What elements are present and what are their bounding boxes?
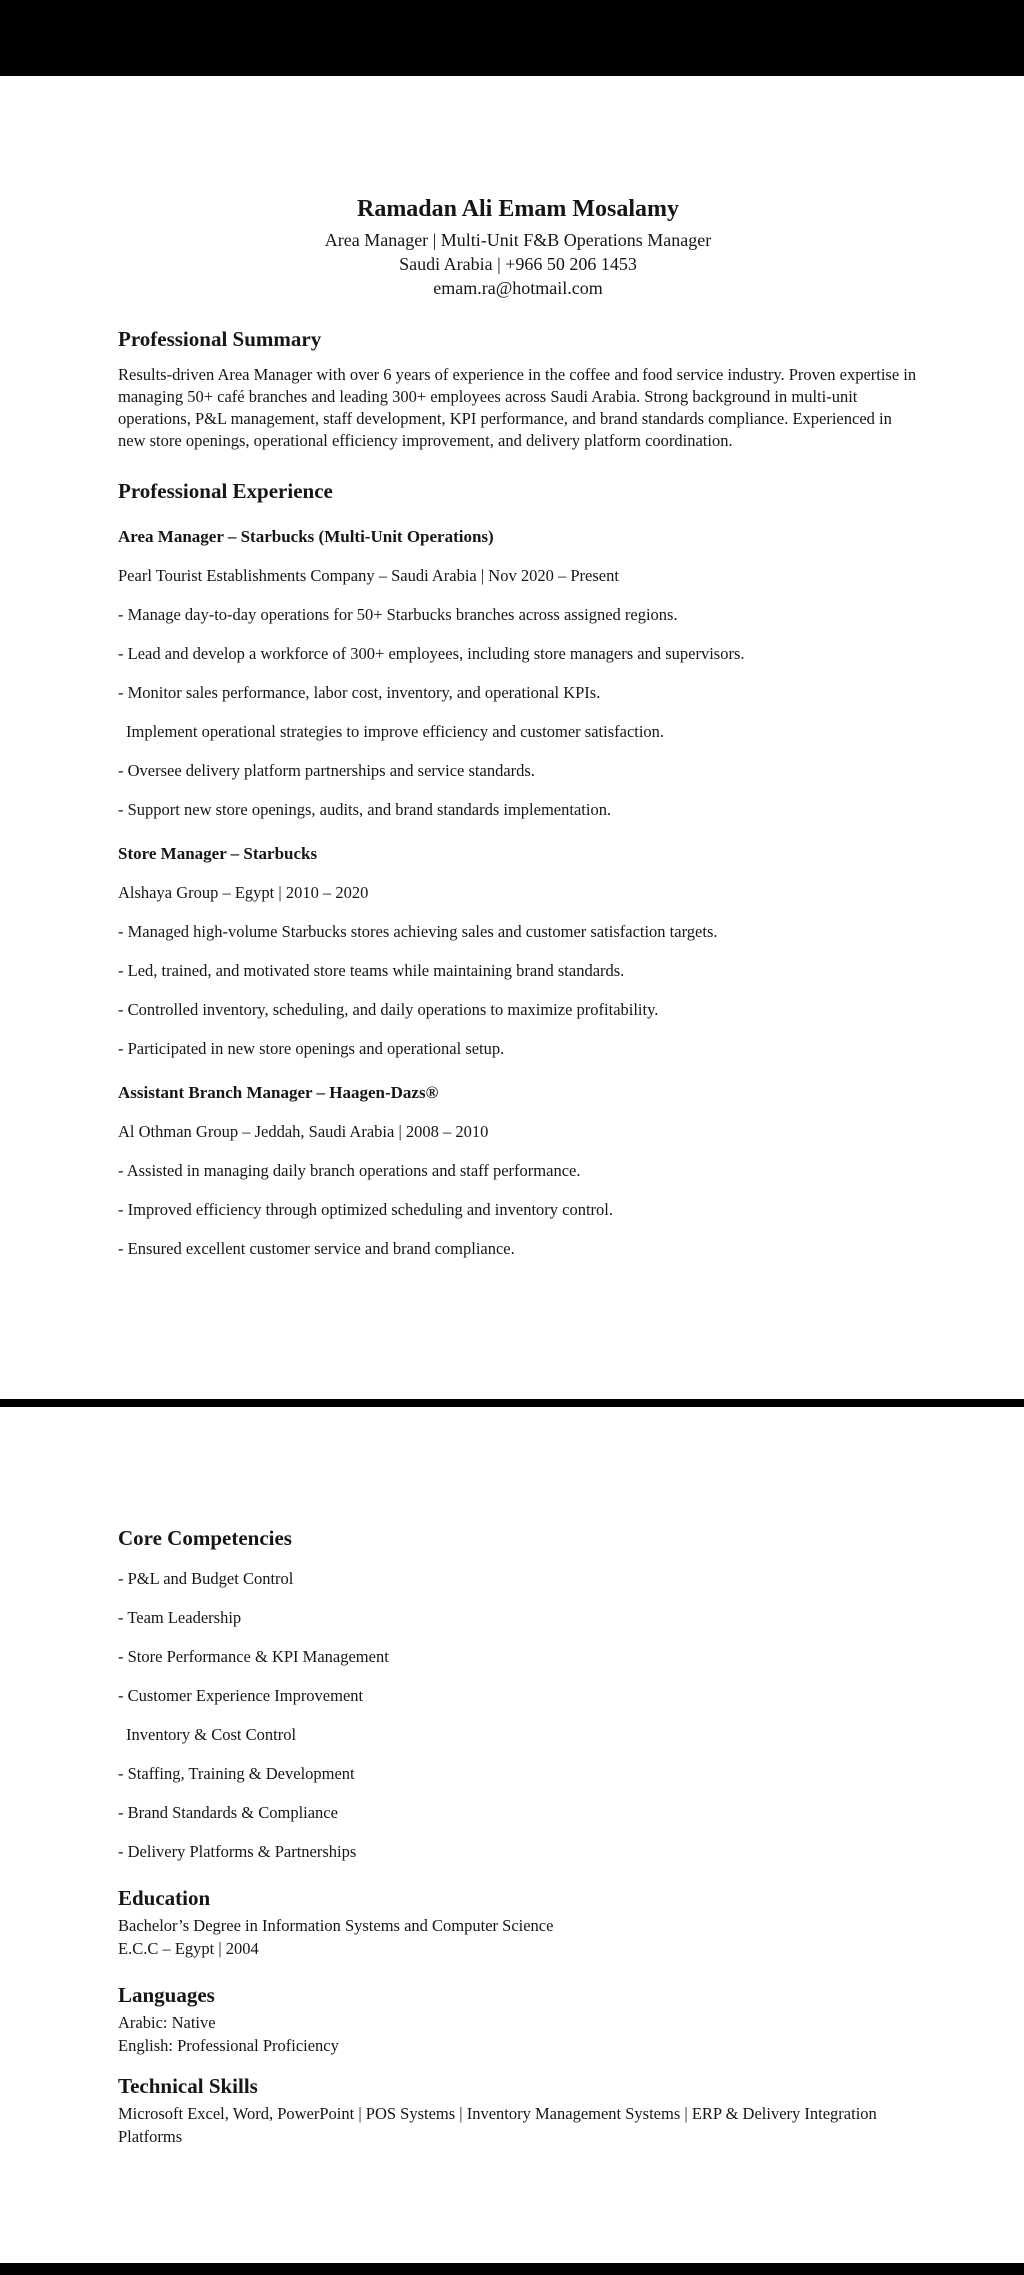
language-item: Arabic: Native	[118, 2013, 216, 2032]
competency-item: - P&L and Budget Control	[118, 1569, 294, 1588]
candidate-email: emam.ra@hotmail.com	[433, 278, 603, 298]
education-school-line: E.C.C – Egypt | 2004	[118, 1939, 259, 1958]
education-degree: Bachelor’s Degree in Information Systems and Computer Science	[118, 1916, 554, 1935]
job1-bullet: - Lead and develop a workforce of 300+ employees, including store managers and supervisors.	[118, 644, 745, 663]
viewer-bottom-chrome-bar	[0, 2263, 1024, 2275]
job1-bullet: - Oversee delivery platform partnerships and service standards.	[118, 761, 535, 780]
technical-skills-text: Microsoft Excel, Word, PowerPoint | POS Systems | Inventory Management Systems | ERP & Delivery Integration Platforms	[118, 2104, 877, 2146]
competency-item: - Store Performance & KPI Management	[118, 1647, 389, 1666]
job2-bullet: - Led, trained, and motivated store teams while maintaining brand standards.	[118, 961, 625, 980]
competencies-section-heading: Core Competencies	[118, 1526, 292, 1550]
job1-bullet: Implement operational strategies to improve efficiency and customer satisfaction.	[126, 722, 665, 741]
job1-bullet: - Manage day-to-day operations for 50+ Starbucks branches across assigned regions.	[118, 605, 678, 624]
competency-item: - Delivery Platforms & Partnerships	[118, 1842, 357, 1861]
competency-item: - Customer Experience Improvement	[118, 1686, 364, 1705]
technical-skills-section-heading: Technical Skills	[118, 2074, 258, 2098]
job3-company-line: Al Othman Group – Jeddah, Saudi Arabia | 2008 – 2010	[118, 1122, 489, 1141]
job1-bullet: - Monitor sales performance, labor cost, inventory, and operational KPIs.	[118, 683, 601, 702]
experience-section-heading: Professional Experience	[118, 479, 333, 503]
job2-title: Store Manager – Starbucks	[118, 844, 318, 863]
competency-item: - Brand Standards & Compliance	[118, 1803, 338, 1822]
summary-section-heading: Professional Summary	[118, 327, 322, 351]
job2-bullet: - Managed high-volume Starbucks stores achieving sales and customer satisfaction targets.	[118, 922, 718, 941]
job3-bullet: - Improved efficiency through optimized scheduling and inventory control.	[118, 1200, 614, 1219]
candidate-name: Ramadan Ali Emam Mosalamy	[356, 196, 679, 222]
competency-item: Inventory & Cost Control	[126, 1725, 297, 1744]
education-section-heading: Education	[118, 1886, 211, 1910]
job1-bullet: - Support new store openings, audits, and brand standards implementation.	[118, 800, 612, 819]
job2-company-line: Alshaya Group – Egypt | 2010 – 2020	[118, 883, 369, 902]
job1-company-line: Pearl Tourist Establishments Company – Saudi Arabia | Nov 2020 – Present	[118, 566, 619, 585]
viewer-top-chrome-bar	[0, 0, 1024, 76]
job1-title: Area Manager – Starbucks (Multi-Unit Operations)	[118, 527, 494, 546]
job2-bullet: - Participated in new store openings and operational setup.	[118, 1039, 505, 1058]
competency-item: - Staffing, Training & Development	[118, 1764, 355, 1783]
resume-page-1	[0, 76, 1024, 1399]
language-item: English: Professional Proficiency	[118, 2036, 339, 2055]
job3-title: Assistant Branch Manager – Haagen-Dazs®	[118, 1083, 439, 1102]
resume-page-2	[0, 1407, 1024, 2263]
resume-header	[118, 76, 918, 300]
languages-section-heading: Languages	[118, 1983, 215, 2007]
summary-text: Results-driven Area Manager with over 6 years of experience in the coffee and food service industry. Proven expertise in managing 50+ café branches and leading 300+ employees across Saudi Arabia. Strong background in multi-unit operations, P&L management, staff development, KPI performance, and brand standards compliance. Experienced in new store openings, operational efficiency improvement, and delivery platform coordination.	[118, 365, 917, 450]
candidate-title-line: Area Manager | Multi-Unit F&B Operations Manager	[324, 230, 712, 250]
competency-item: - Team Leadership	[118, 1608, 242, 1627]
candidate-location-phone: Saudi Arabia | +966 50 206 1453	[399, 254, 637, 274]
job3-bullet: - Assisted in managing daily branch operations and staff performance.	[118, 1161, 581, 1180]
job3-bullet: - Ensured excellent customer service and brand compliance.	[118, 1239, 515, 1258]
job2-bullet: - Controlled inventory, scheduling, and daily operations to maximize profitability.	[118, 1000, 659, 1019]
page-separator-bar	[0, 1399, 1024, 1407]
